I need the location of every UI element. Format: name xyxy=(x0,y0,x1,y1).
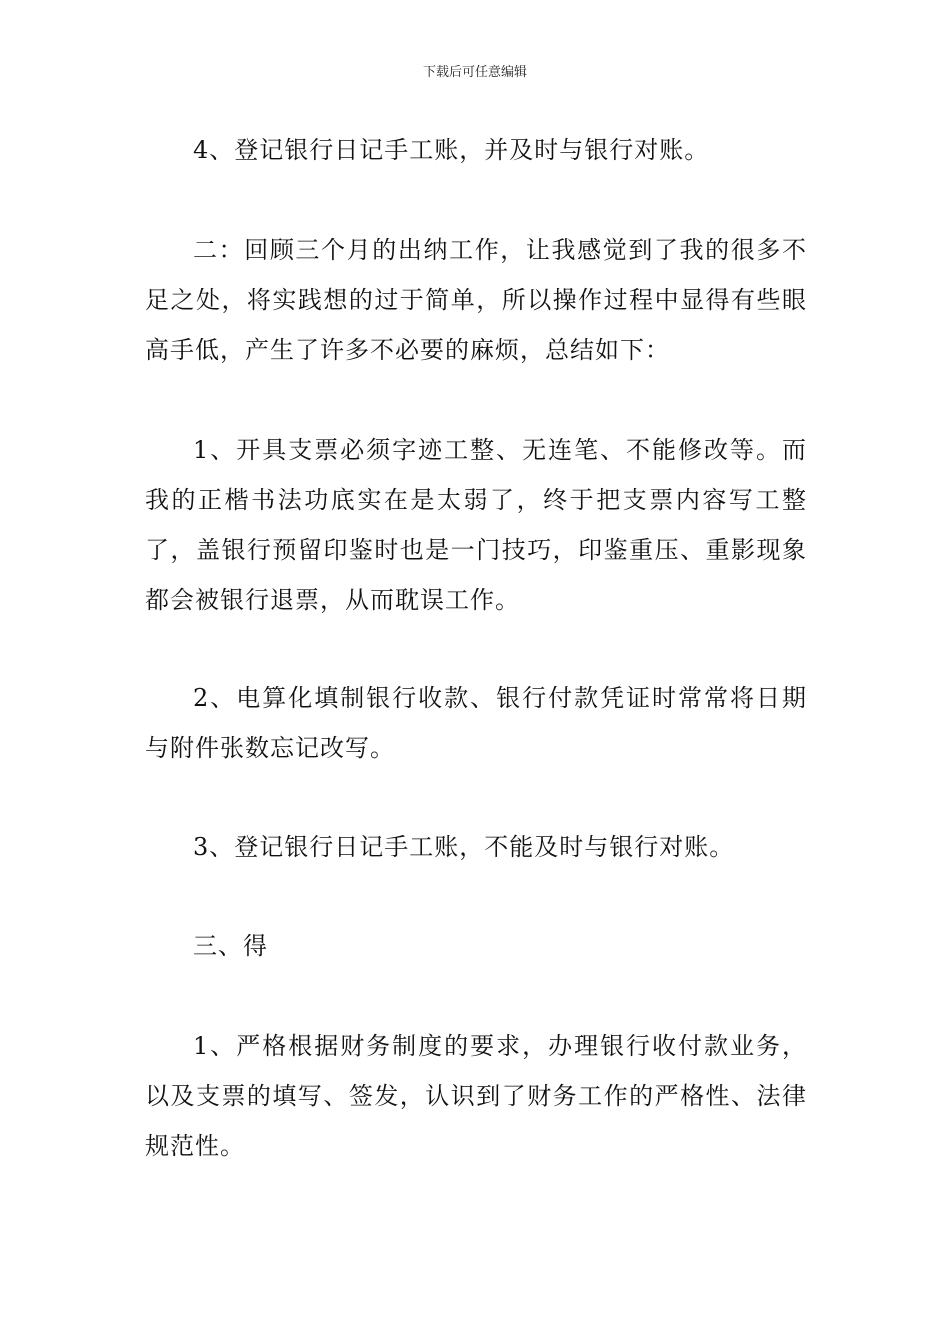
section-heading-three: 三、得 xyxy=(193,932,268,960)
paragraph-reconciliation: 3、登记银行日记手工账，不能及时与银行对账。 xyxy=(193,833,735,861)
paragraph-cheque-writing: 1、开具支票必须字迹工整、无连笔、不能修改等。而我的正楷书法功底实在是太弱了，终于把支票内容写工整了，盖银行预留印鉴时也是一门技巧，印鉴重压、重影现象都会被银行退票，从而耽误工作。 xyxy=(145,436,807,614)
paragraph-financial-rules: 1、严格根据财务制度的要求，办理银行收付款业务，以及支票的填写、签发，认识到了财务工作的严格性、法律规范性。 xyxy=(145,1032,807,1160)
page-header: 下载后可任意编辑 xyxy=(422,65,527,80)
paragraph-section-two-intro: 二：回顾三个月的出纳工作，让我感觉到了我的很多不足之处，将实践想的过于简单，所以操作过程中显得有些眼高手低，产生了许多不必要的麻烦，总结如下： xyxy=(145,236,807,364)
paragraph-bank-journal: 4、登记银行日记手工账，并及时与银行对账。 xyxy=(193,136,710,164)
paragraph-voucher-dates: 2、电算化填制银行收款、银行付款凭证时常常将日期与附件张数忘记改写。 xyxy=(145,684,807,762)
